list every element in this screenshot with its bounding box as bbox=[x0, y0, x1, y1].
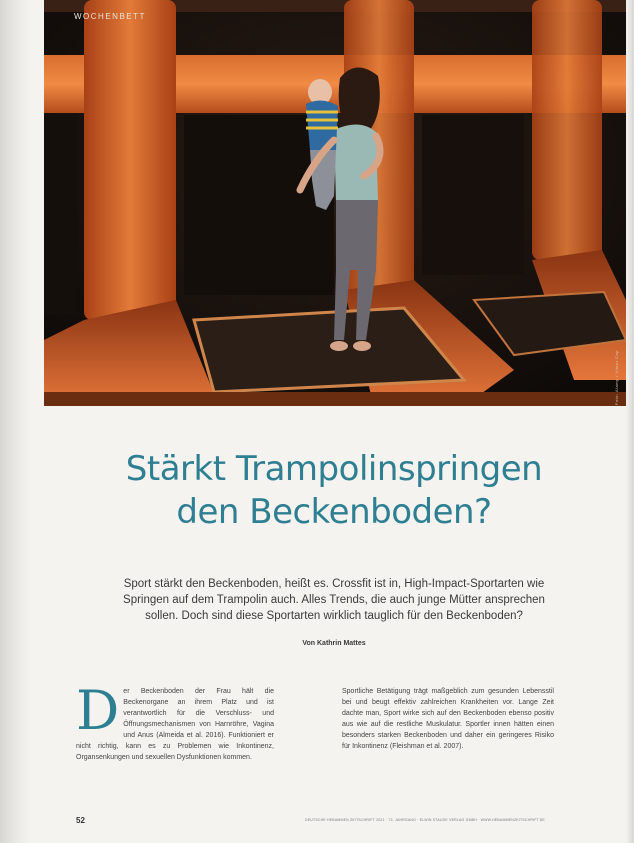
photo-credit: Foto: Alamy / Viktor Cap bbox=[614, 350, 619, 406]
article-headline bbox=[60, 448, 608, 534]
body-column-right bbox=[342, 686, 554, 752]
hero-photo bbox=[44, 0, 626, 406]
headline-line-1: Stärkt Trampolinspringen bbox=[125, 449, 543, 489]
footer-publication-info: DEUTSCHE HEBAMMEN ZEITSCHRIFT 2021 · 73. JAHRGANG · ELWIN STAUDE VERLAG GMBH · WWW.HEBAMMENZEITSCHRIFT.DE bbox=[305, 818, 545, 822]
body-text-left: er Beckenboden der Frau hält die Beckenorgane an ihrem Platz und ist verantwortlich für die Verschluss- und Öffnungsmechanismen von Harnröhre, Vagina und Anus (Almeida et al. 2016). Funktioniert er nicht richtig, kann es zu Problemen wie Inkontinenz, Organsenkungen und sexuellen Dysfunktionen kommen. bbox=[76, 688, 274, 761]
article-lead: Sport stärkt den Beckenboden, heißt es. Crossfit ist in, High-Impact-Sportarten wie Springen auf dem Trampolin auch. Alles Trends, die auch junge Mütter ansprechen sollen. Doch sind diese Sportarten wirklich tauglich für den Beckenboden? bbox=[123, 578, 545, 622]
body-column-left bbox=[76, 679, 274, 763]
page-gutter-shadow bbox=[0, 0, 30, 843]
section-label: WOCHENBETT bbox=[74, 12, 146, 21]
headline-line-2: den Beckenboden? bbox=[176, 492, 492, 532]
drop-cap: D bbox=[76, 679, 120, 742]
body-text-right: Sportliche Betätigung trägt maßgeblich zum gesunden Lebensstil bei und beugt effektiv zahlreichen Krankheiten vor. Lange Zeit dachte man, Sport wirke sich auf den Beckenboden ebenso positiv aus wie auf die restliche Muskulatur. Sportler innen hätten einen besonders starken Beckenboden und daher ein geringeres Risiko für Inkontinenz (Fleishman et al. 2007). bbox=[342, 688, 554, 750]
page-number: 52 bbox=[76, 816, 85, 825]
trampoline-hall-photo bbox=[44, 0, 626, 406]
page-edge bbox=[626, 0, 634, 843]
article-byline: Von Kathrin Mattes bbox=[302, 640, 366, 647]
